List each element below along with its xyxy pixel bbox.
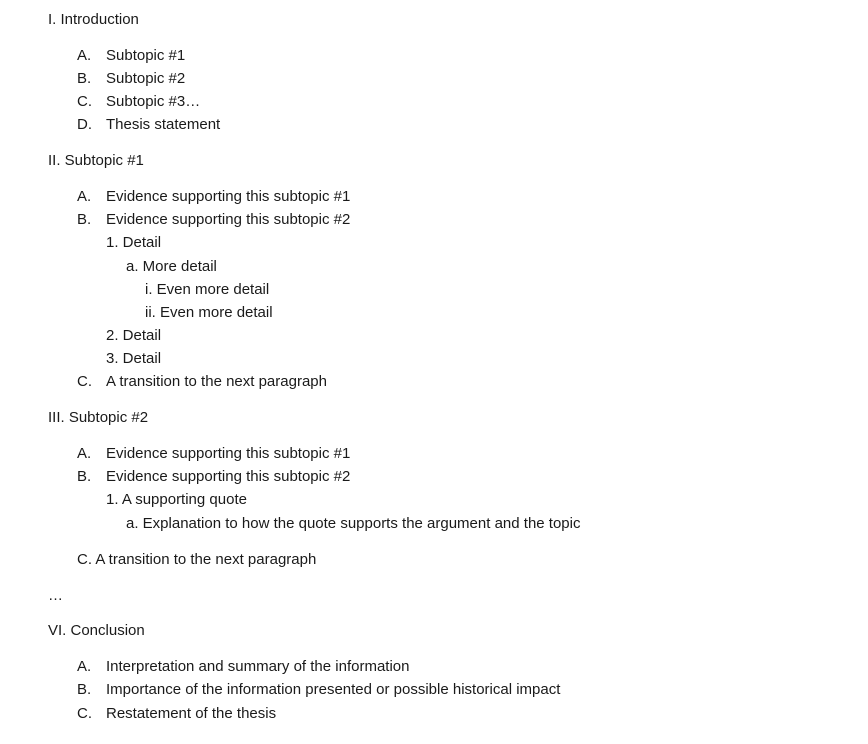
section-heading-subtopic-1: II. Subtopic #1 <box>48 152 144 169</box>
outline-item <box>77 116 220 134</box>
item-marker: C. <box>77 93 92 110</box>
outline-item: C. A transition to the next paragraph <box>77 551 317 568</box>
section-heading-subtopic-2: III. Subtopic #2 <box>48 409 149 426</box>
outline-item <box>77 47 185 65</box>
item-text: Subtopic #1 <box>106 47 186 64</box>
item-text: Restatement of the thesis <box>106 705 277 722</box>
outline-subitem: ii. Even more detail <box>145 304 273 321</box>
item-marker: C. <box>77 373 92 390</box>
section-heading-conclusion: VI. Conclusion <box>48 622 145 639</box>
item-text: Evidence supporting this subtopic #1 <box>106 188 351 205</box>
item-text: Importance of the information presented or possible historical impact <box>106 681 561 698</box>
item-text: Evidence supporting this subtopic #2 <box>106 468 351 485</box>
outline-subitem: 1. Detail <box>106 234 162 251</box>
item-marker: C. <box>77 705 92 722</box>
item-text: Evidence supporting this subtopic #1 <box>106 445 351 462</box>
outline-subitem: i. Even more detail <box>145 281 270 298</box>
outline-item <box>77 705 276 723</box>
section-heading-introduction: I. Introduction <box>48 11 139 28</box>
item-marker: B. <box>77 211 92 228</box>
outline-subitem: a. Explanation to how the quote supports the argument and the topic <box>126 515 581 532</box>
item-text: Subtopic #2 <box>106 70 186 87</box>
outline-subitem: 1. A supporting quote <box>106 491 247 508</box>
item-marker: A. <box>77 188 92 205</box>
outline-item <box>77 93 200 111</box>
item-marker: A. <box>77 658 92 675</box>
outline-subitem: a. More detail <box>126 258 217 275</box>
outline-item <box>77 188 350 206</box>
outline-item <box>77 211 350 229</box>
item-marker: D. <box>77 116 92 133</box>
item-marker: A. <box>77 445 92 462</box>
omitted-sections-ellipsis: … <box>48 587 63 604</box>
item-text: Evidence supporting this subtopic #2 <box>106 211 351 228</box>
item-text: Thesis statement <box>106 116 221 133</box>
outline-subitem: 3. Detail <box>106 350 162 367</box>
item-marker: B. <box>77 681 92 698</box>
item-marker: B. <box>77 70 92 87</box>
item-text: Interpretation and summary of the information <box>106 658 410 675</box>
outline-item <box>77 445 350 463</box>
outline-item <box>77 468 350 486</box>
item-text: Subtopic #3… <box>106 93 201 110</box>
outline-subitem: 2. Detail <box>106 327 162 344</box>
outline-item <box>77 681 560 699</box>
item-marker: A. <box>77 47 92 64</box>
outline-item <box>77 70 185 88</box>
item-text: A transition to the next paragraph <box>106 373 327 390</box>
outline-item <box>77 658 410 676</box>
outline-item <box>77 373 327 391</box>
item-marker: B. <box>77 468 92 485</box>
